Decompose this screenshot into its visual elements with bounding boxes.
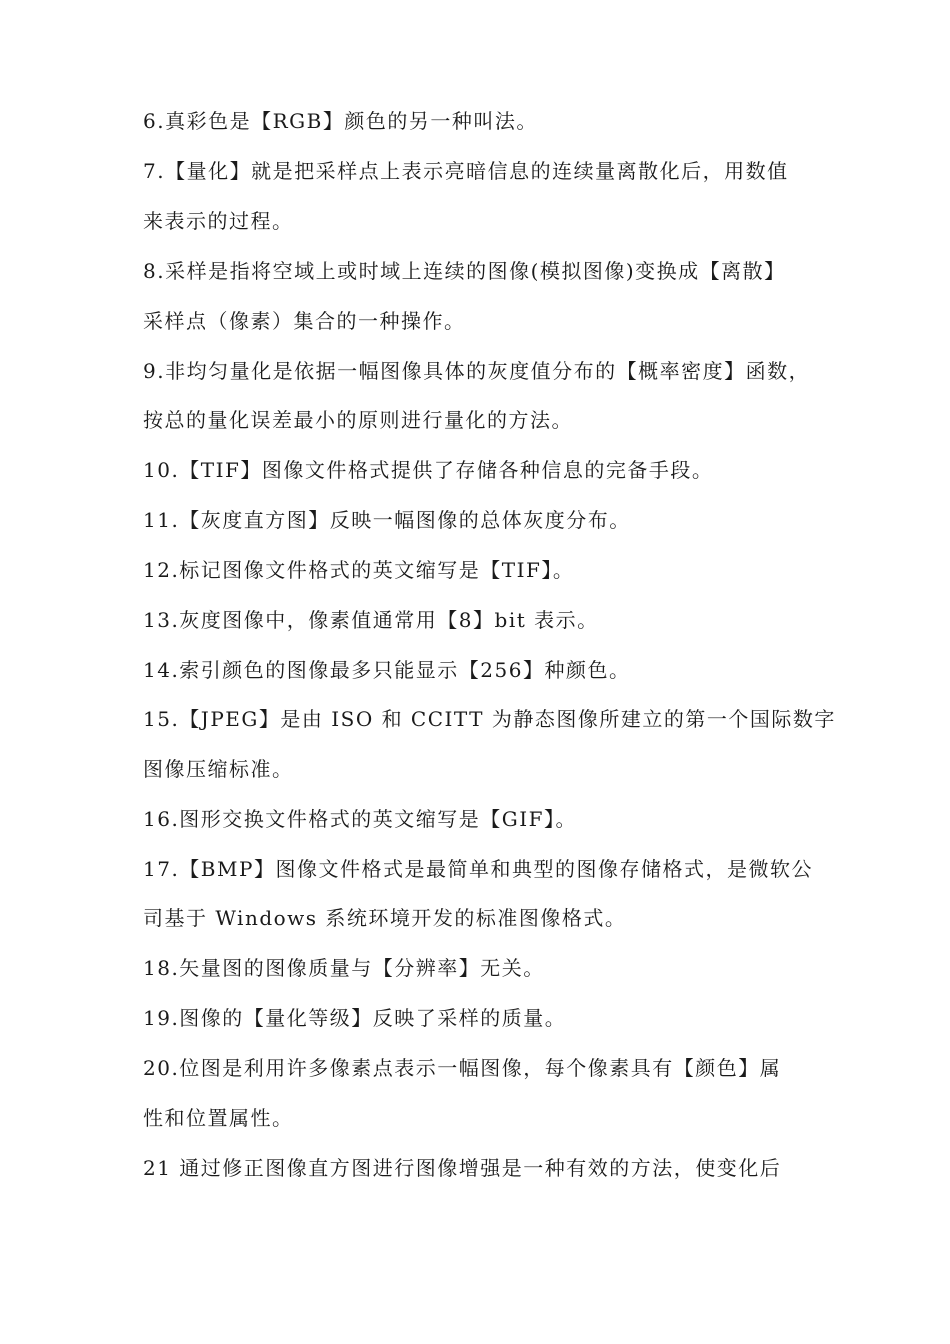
- text-line: 16.图形交换文件格式的英文缩写是【GIF】。: [143, 807, 578, 831]
- text-line: 6.真彩色是【RGB】颜色的另一种叫法。: [143, 109, 538, 133]
- text-line: 17.【BMP】图像文件格式是最简单和典型的图像存储格式，是微软公: [143, 857, 813, 881]
- text-line: 10.【TIF】图像文件格式提供了存储各种信息的完备手段。: [143, 458, 714, 482]
- text-line: 12.标记图像文件格式的英文缩写是【TIF】。: [143, 558, 575, 582]
- text-line: 18.矢量图的图像质量与【分辨率】无关。: [143, 956, 545, 980]
- text-line: 21 通过修正图像直方图进行图像增强是一种有效的方法，使变化后: [143, 1156, 782, 1180]
- text-line: 性和位置属性。: [143, 1106, 294, 1130]
- text-line: 按总的量化误差最小的原则进行量化的方法。: [143, 408, 573, 432]
- text-line: 司基于 Windows 系统环境开发的标准图像格式。: [143, 906, 627, 930]
- text-line: 采样点（像素）集合的一种操作。: [143, 309, 466, 333]
- text-line: 20.位图是利用许多像素点表示一幅图像，每个像素具有【颜色】属: [143, 1056, 782, 1080]
- text-line: 13.灰度图像中，像素值通常用【8】bit 表示。: [143, 608, 599, 632]
- text-line: 14.索引颜色的图像最多只能显示【256】种颜色。: [143, 658, 631, 682]
- text-line: 15.【JPEG】是由 ISO 和 CCITT 为静态图像所建立的第一个国际数字: [143, 707, 836, 731]
- text-line: 8.采样是指将空域上或时域上连续的图像(模拟图像)变换成【离散】: [143, 259, 786, 283]
- text-line: 7.【量化】就是把采样点上表示亮暗信息的连续量离散化后，用数值: [143, 159, 789, 183]
- text-line: 图像压缩标准。: [143, 757, 294, 781]
- text-line: 9.非均匀量化是依据一幅图像具体的灰度值分布的【概率密度】函数，: [143, 359, 811, 383]
- text-line: 来表示的过程。: [143, 209, 294, 233]
- text-line: 11.【灰度直方图】反映一幅图像的总体灰度分布。: [143, 508, 631, 532]
- text-line: 19.图像的【量化等级】反映了采样的质量。: [143, 1006, 567, 1030]
